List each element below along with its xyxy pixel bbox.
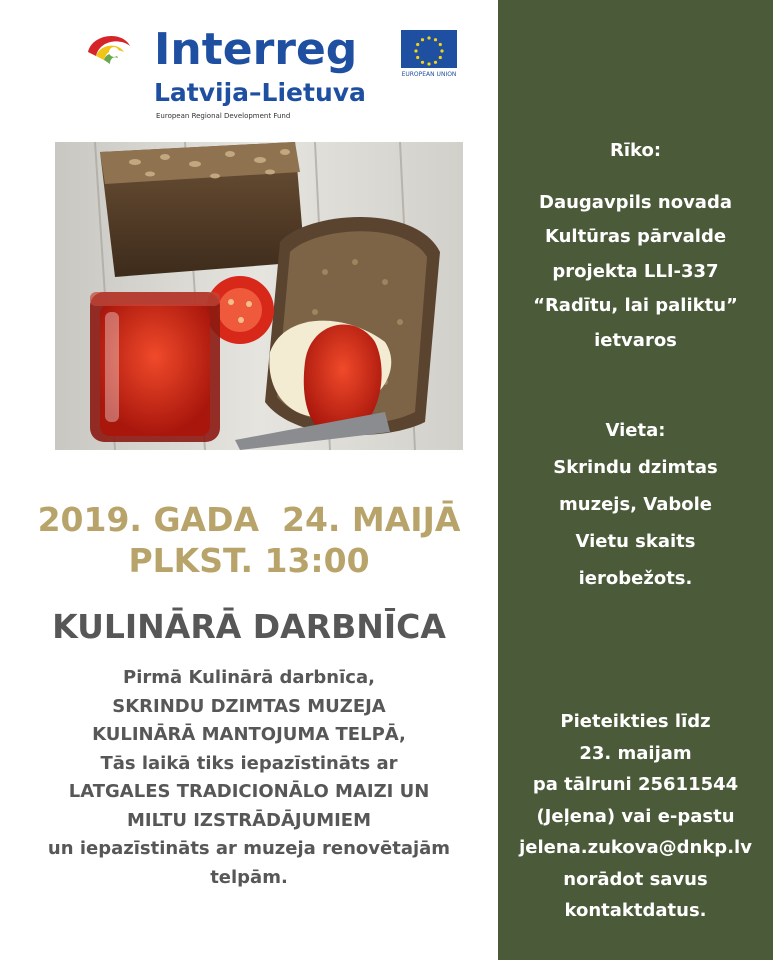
signup-line: Pieteikties līdz xyxy=(560,711,711,732)
organizer-line: “Radītu, lai paliktu” xyxy=(533,295,738,316)
venue-line: ierobežots. xyxy=(578,568,693,589)
signup-line: kontaktdatus. xyxy=(564,900,707,921)
event-time: PLKST. 13:00 xyxy=(128,541,370,580)
description-line: Pirmā Kulinārā darbnīca, xyxy=(123,667,375,688)
venue-block xyxy=(498,412,773,597)
signup-line: (Jeļena) vai e-pastu xyxy=(536,805,735,827)
venue-line: muzejs, Vabole xyxy=(559,494,712,515)
event-title: KULINĀRĀ DARBNĪCA xyxy=(52,607,446,646)
signup-block xyxy=(498,706,773,927)
eu-flag-icon xyxy=(401,30,457,68)
signup-line: 23. maijam xyxy=(579,742,692,764)
description-line: KULINĀRĀ MANTOJUMA TELPĀ, xyxy=(92,724,406,745)
description-line: Tās laikā tiks iepazīstināts ar xyxy=(100,752,398,774)
organizer-line: Daugavpils novada xyxy=(539,191,732,213)
bread-photo xyxy=(55,142,463,450)
fund-caption: European Regional Development Fund xyxy=(156,112,291,120)
signup-email: jelena.zukova@dnkp.lv xyxy=(519,837,752,858)
venue-line: Vietu skaits xyxy=(575,531,696,552)
venue-line: Skrindu dzimtas xyxy=(553,457,718,478)
description-line: un iepazīstināts ar muzeja renovētajām xyxy=(47,838,451,859)
organizer-block xyxy=(498,134,773,358)
description-line: LATGALES TRADICIONĀLO MAIZI UN xyxy=(68,781,430,802)
organizer-line: Kultūras pārvalde xyxy=(544,226,727,247)
interreg-wordmark: Interreg xyxy=(154,24,358,75)
interreg-swirl-icon xyxy=(84,30,134,70)
organizer-line: ietvaros xyxy=(594,329,677,351)
event-date: 2019. GADA 24. MAIJĀ xyxy=(37,500,461,539)
program-region: Latvija–Lietuva xyxy=(154,78,366,107)
signup-phone: pa tālruni 25611544 xyxy=(532,774,739,795)
signup-line: norādot savus xyxy=(563,868,708,890)
event-description xyxy=(0,664,498,892)
description-line: SKRINDU DZIMTAS MUZEJA xyxy=(112,695,386,717)
venue-heading: Vieta: xyxy=(605,420,666,441)
description-line: MILTU IZSTRĀDĀJUMIEM xyxy=(126,809,372,831)
eu-label: EUROPEAN UNION xyxy=(401,71,457,78)
organizer-line: projekta LLI-337 xyxy=(552,260,719,282)
interreg-logo xyxy=(84,24,464,124)
organizer-heading: Rīko: xyxy=(609,140,662,161)
description-line: telpām. xyxy=(210,866,288,888)
